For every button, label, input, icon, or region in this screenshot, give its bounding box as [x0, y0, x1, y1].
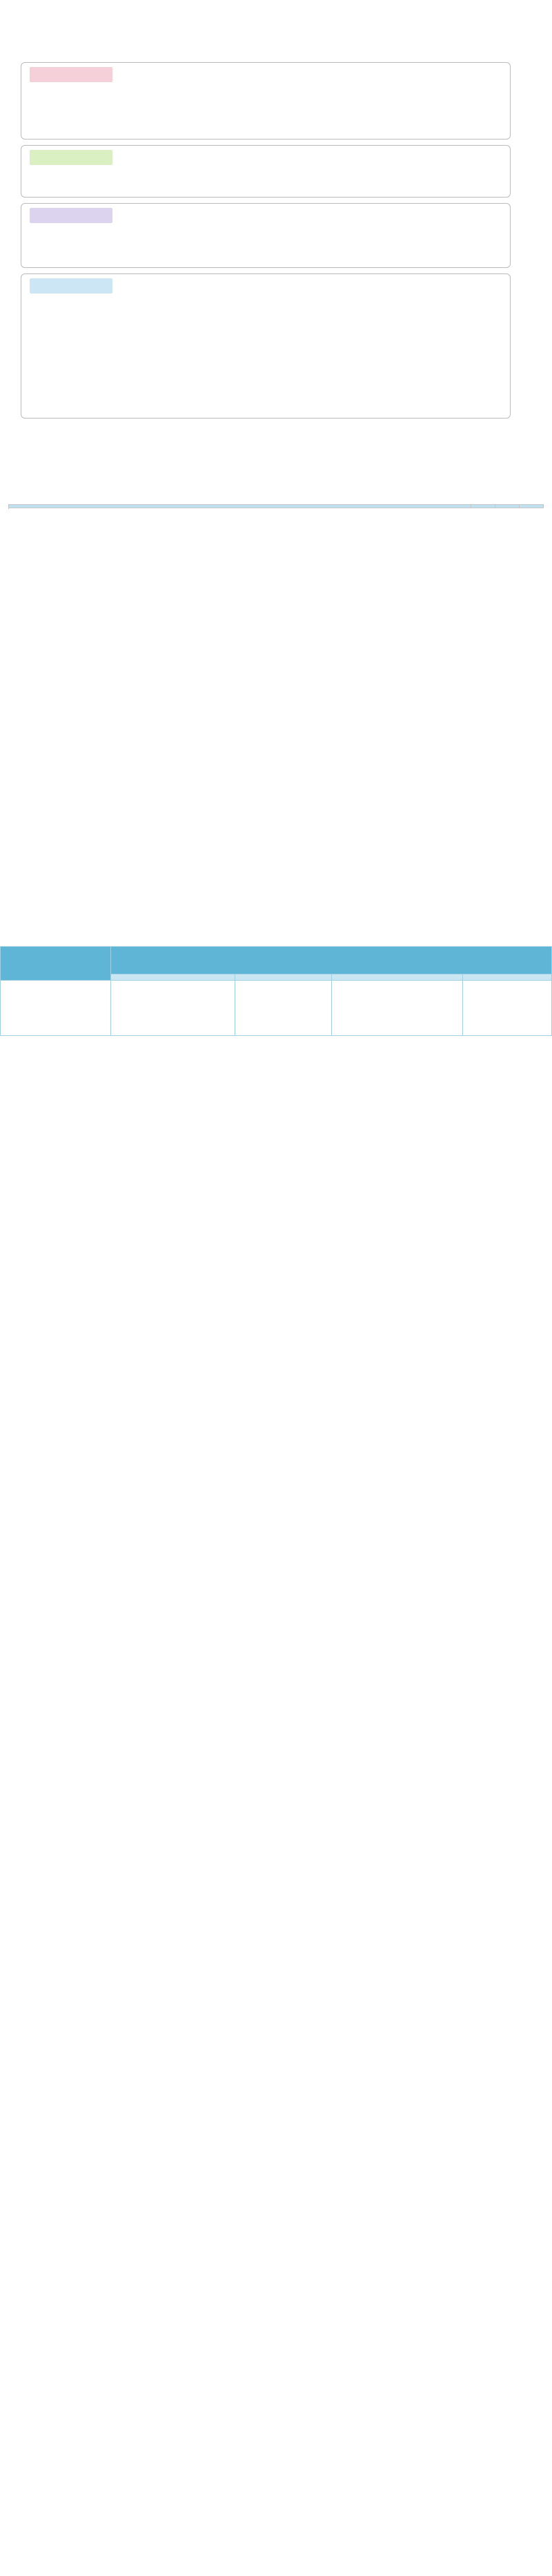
ball-material-box	[21, 273, 511, 419]
ceramic-bearing-box	[21, 145, 511, 198]
chem-head-bearing-steel	[471, 505, 495, 508]
feature-box	[21, 203, 511, 268]
part-number-table	[0, 946, 552, 1036]
ceramic-material-tag	[30, 67, 112, 82]
chem-corner	[9, 505, 471, 508]
pn-col-other	[463, 974, 552, 981]
pn-type-list	[1, 981, 111, 1036]
pn-head-type	[1, 947, 111, 981]
pn-ceramic-cell	[235, 981, 332, 1036]
pn-other-cell	[463, 981, 552, 1036]
pn-head-material	[111, 947, 552, 974]
chem-head-ceramic	[520, 505, 544, 508]
chemical-table	[8, 504, 544, 508]
ceramic-bearing-tag	[30, 150, 112, 165]
chem-head-stainless	[495, 505, 520, 508]
ball-material-tag	[30, 278, 112, 294]
feature-tag	[30, 208, 112, 223]
pn-metal-cell	[111, 981, 235, 1036]
pn-col-metal	[111, 974, 235, 981]
pn-col-ceramic	[235, 974, 332, 981]
pn-plastic-cell	[332, 981, 463, 1036]
ceramic-material-box	[21, 62, 511, 140]
pn-col-plastic	[332, 974, 463, 981]
